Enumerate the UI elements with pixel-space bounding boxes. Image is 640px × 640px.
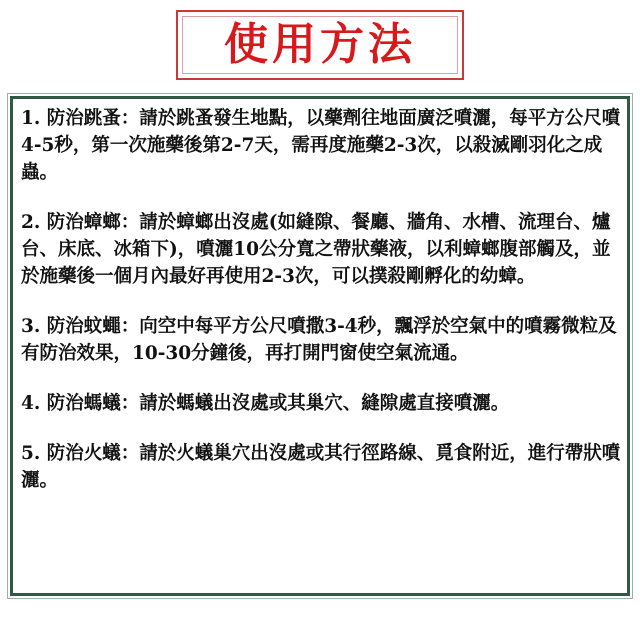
instruction-mosquitoes-flies: 3. 防治蚊蠅：向空中每平方公尺噴撒3-4秒，飄浮於空氣中的噴霧微粒及有防治效果，10-30分鐘後，再打開門窗使空氣流通。 [21, 316, 617, 364]
title-banner [176, 10, 464, 80]
instruction-ants: 4. 防治螞蟻：請於螞蟻出沒處或其巢穴、縫隙處直接噴灑。 [21, 393, 510, 414]
instructions-panel [10, 96, 630, 596]
page-title: 使用方法 [224, 19, 416, 70]
instruction-cockroaches: 2. 防治蟑螂：請於蟑螂出沒處(如縫隙、餐廳、牆角、水槽、流理台、爐台、床底、冰箱下)，噴灑10公分寬之帶狀藥液，以利蟑螂腹部觸及，並於施藥後一個月內最好再使用2-3次，可以撲殺剛孵化的幼蟑。 [21, 212, 611, 287]
instruction-fleas: 1. 防治跳蚤：請於跳蚤發生地點，以藥劑往地面廣泛噴灑，每平方公尺噴4-5秒，第一次施藥後第2-7天，需再度施藥2-3次，以殺滅剛羽化之成蟲。 [21, 108, 621, 183]
instruction-fire-ants: 5. 防治火蟻：請於火蟻巢穴出沒處或其行徑路線、覓食附近，進行帶狀噴灑。 [21, 443, 621, 491]
